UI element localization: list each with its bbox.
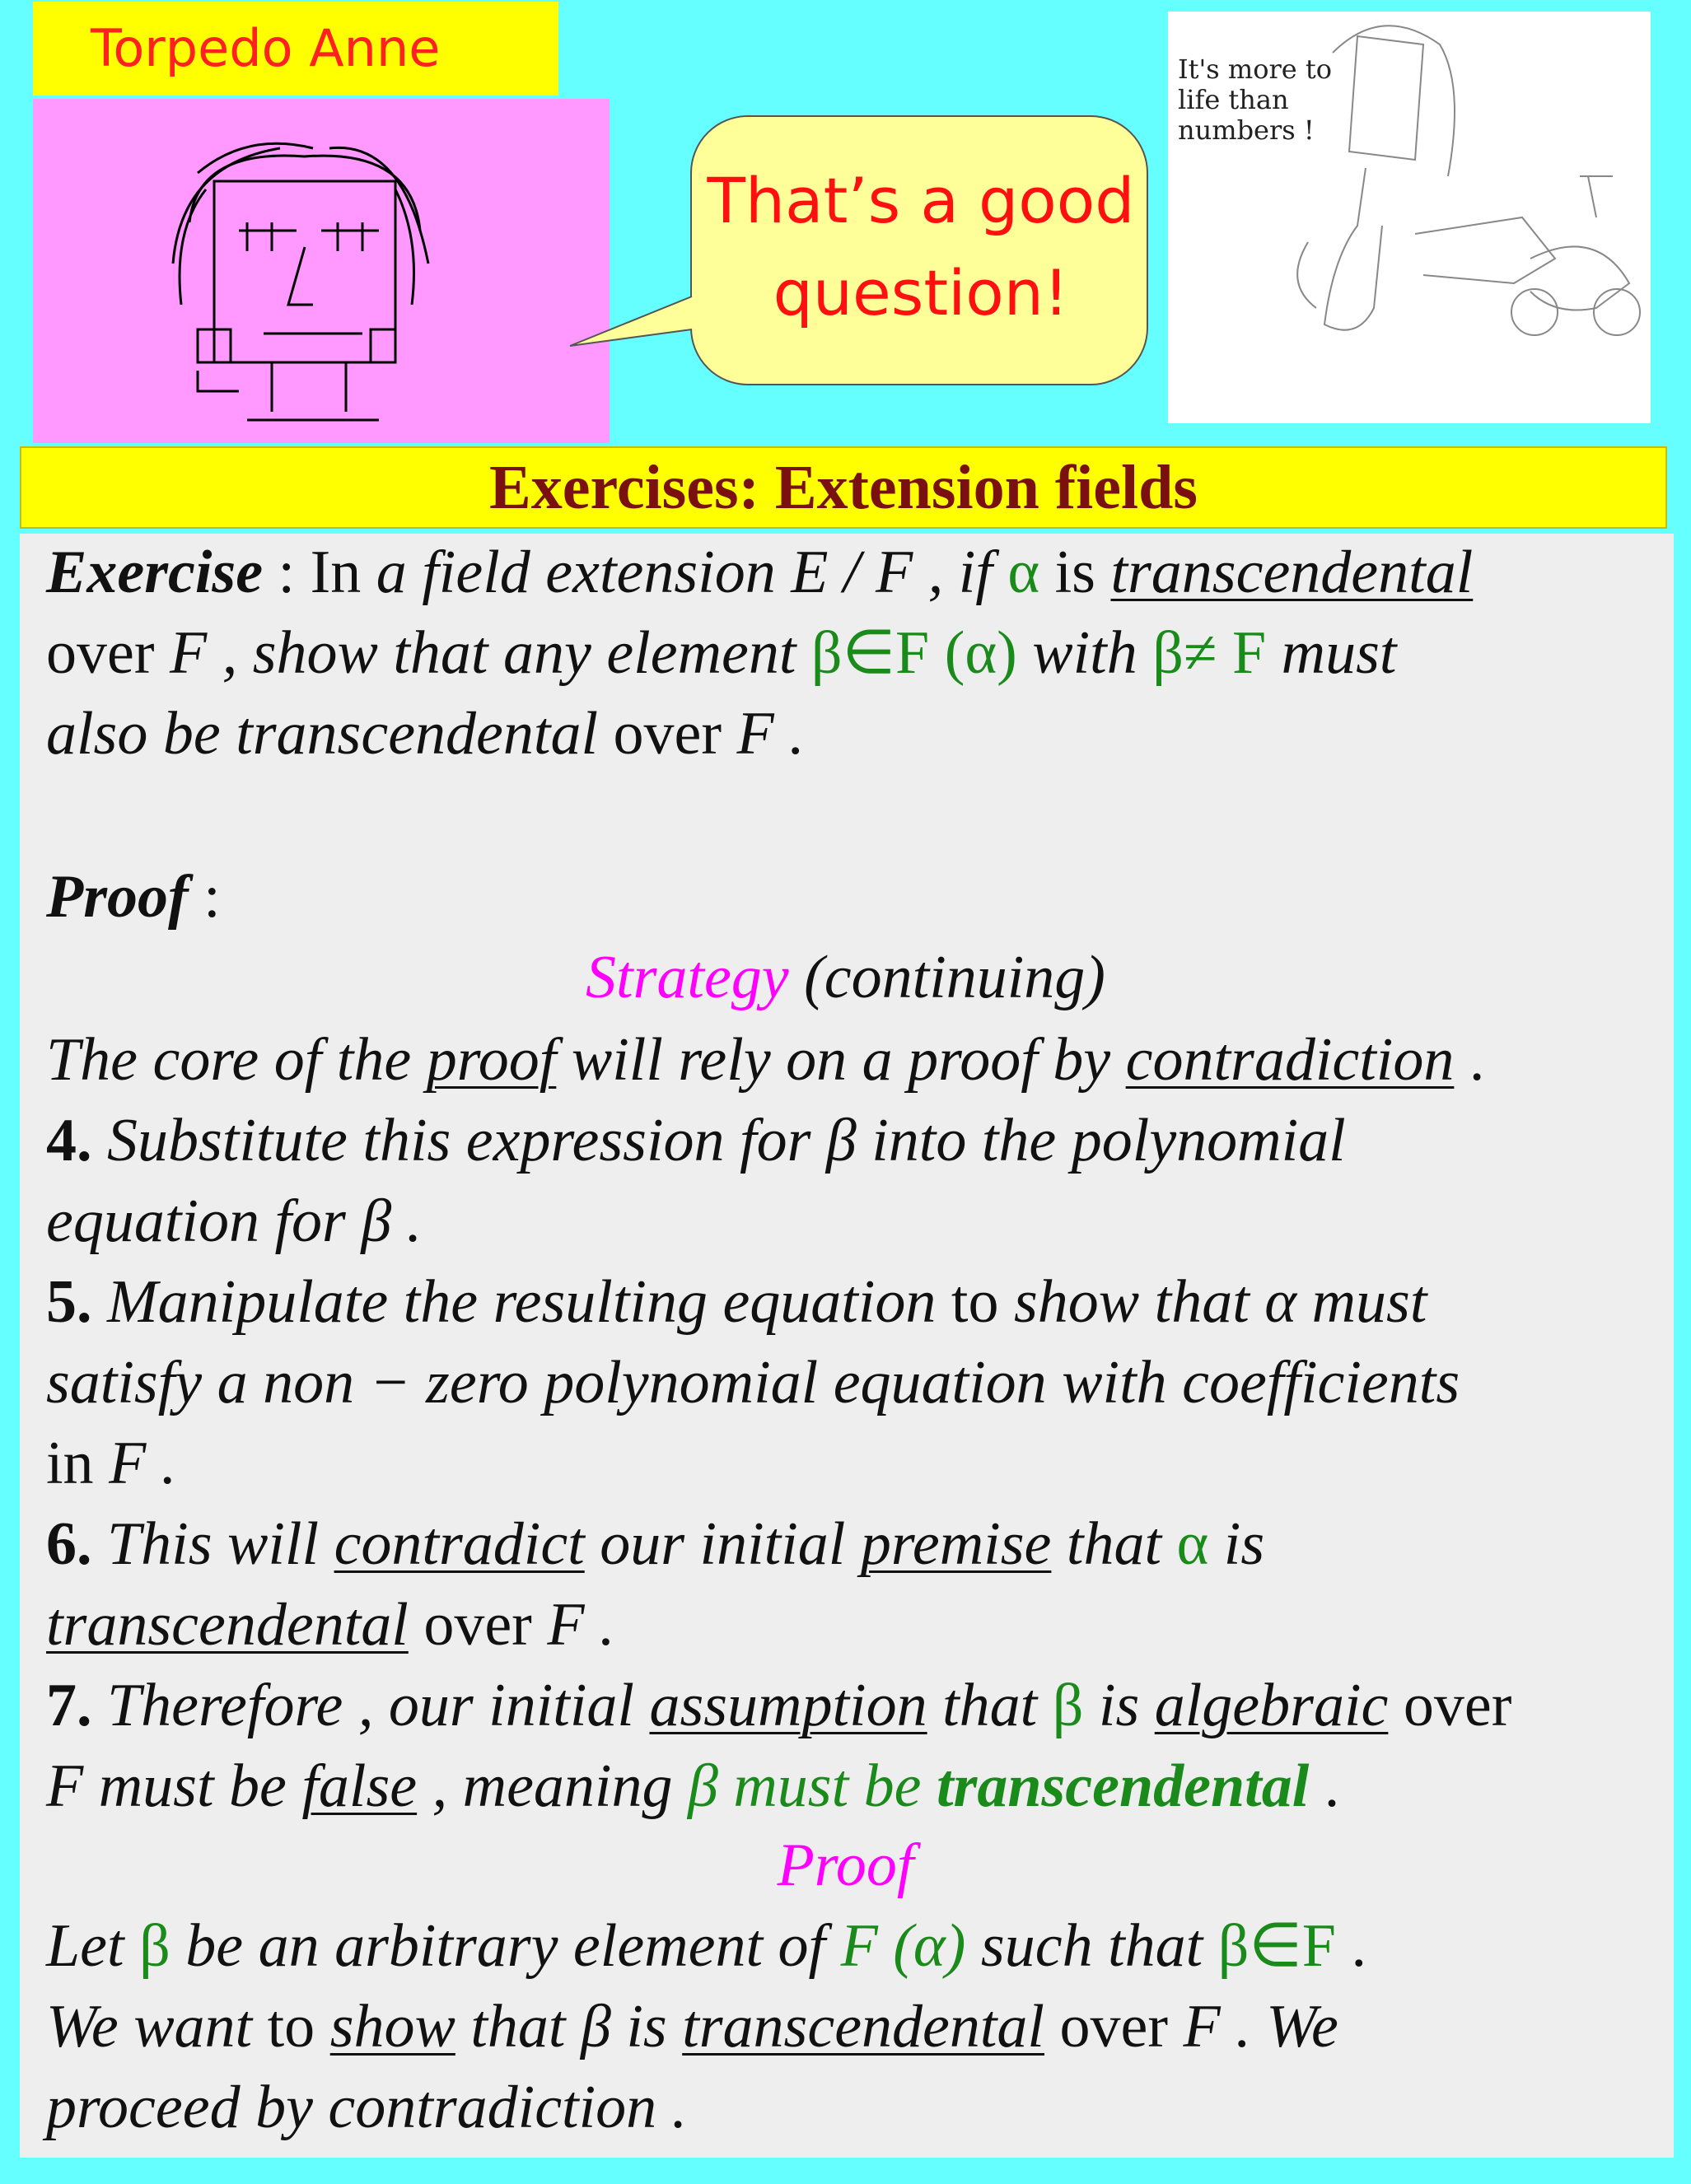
text: must	[1266, 619, 1397, 687]
text: over	[1388, 1672, 1512, 1739]
underlined-term: transcendental	[682, 1993, 1044, 2060]
beta-symbol: β	[139, 1912, 171, 1980]
proof-line-2	[46, 1990, 1338, 2064]
text: is	[1039, 539, 1111, 606]
text: that β is	[455, 1993, 683, 2060]
math-expression: β≠ F	[1152, 619, 1267, 687]
proof-heading: Proof	[46, 863, 189, 931]
math-expression: β∈F	[1217, 1912, 1336, 1980]
text: to	[252, 1993, 330, 2060]
bubble-line-1: That’s a good	[707, 164, 1135, 237]
text: to	[936, 1268, 1014, 1336]
text: satisfy a non − zero polynomial equation with coefficients	[46, 1349, 1460, 1416]
sketch-caption	[1178, 54, 1376, 146]
sketch-caption-line-1: It's more to	[1178, 54, 1333, 85]
beta-symbol: β	[1052, 1672, 1084, 1739]
underlined-term: premise	[860, 1510, 1052, 1578]
text: .	[1309, 1752, 1340, 1820]
step-7-line-2	[46, 1749, 1339, 1823]
alpha-symbol: α	[1176, 1510, 1209, 1578]
text: also be transcendental	[46, 700, 599, 768]
text: over	[408, 1591, 548, 1659]
text: F , show that any element	[170, 619, 811, 687]
text: over	[46, 619, 170, 687]
underlined-term: false	[301, 1752, 418, 1820]
bubble-line-2: question!	[773, 256, 1069, 329]
math-expression: F (α)	[840, 1912, 966, 1980]
text: that	[927, 1672, 1053, 1739]
text: F .	[109, 1430, 177, 1497]
text: that	[1051, 1510, 1177, 1578]
text: will rely on a proof by	[556, 1026, 1126, 1094]
underlined-term: show	[329, 1993, 455, 2060]
step-4-line-2	[46, 1184, 422, 1258]
bubble-tail-icon	[568, 296, 700, 354]
text: F must be	[46, 1752, 302, 1820]
text: equation for β .	[46, 1188, 423, 1255]
text: a field extension E / F , if	[376, 539, 1008, 606]
text: .	[1335, 1912, 1366, 1980]
step-number: 6.	[46, 1510, 92, 1578]
step-5-line-2	[46, 1346, 1460, 1420]
text: , meaning	[417, 1752, 688, 1820]
text: F .	[736, 700, 805, 768]
underlined-term: contradict	[334, 1510, 585, 1578]
step-number: 5.	[46, 1268, 92, 1336]
name-label: Torpedo Anne	[33, 2, 558, 96]
underlined-term: assumption	[649, 1672, 927, 1739]
proof-label-line	[0, 1828, 1691, 1902]
step-number: 7.	[46, 1672, 92, 1739]
text: over	[598, 700, 737, 768]
proof-label: Proof	[777, 1832, 914, 1899]
text: We want	[46, 1993, 253, 2060]
text: Substitute this expression for β into the polynomial	[91, 1107, 1346, 1174]
proof-line-1	[46, 1909, 1366, 1983]
step-4-line-1	[46, 1104, 1346, 1178]
text: with	[1016, 619, 1153, 687]
exercise-label: Exercise	[46, 539, 264, 606]
text: be an arbitrary element of	[170, 1912, 841, 1980]
text: proceed by contradiction .	[46, 2074, 688, 2141]
underlined-term: algebraic	[1154, 1672, 1389, 1739]
text: over	[1044, 1993, 1184, 2060]
text: :	[188, 863, 221, 931]
text: .	[1454, 1026, 1485, 1094]
speech-bubble-text	[692, 155, 1150, 339]
alpha-symbol: α	[1007, 539, 1040, 606]
text: F .	[547, 1591, 615, 1659]
text: This will	[91, 1510, 334, 1578]
step-6-line-2	[46, 1588, 615, 1662]
text: such that	[965, 1912, 1218, 1980]
step-7-line-1	[46, 1668, 1511, 1743]
step-number: 4.	[46, 1107, 92, 1174]
doodle-face-icon	[33, 99, 610, 443]
text: is	[1083, 1672, 1155, 1739]
underlined-term: proof	[426, 1026, 557, 1094]
text: is	[1208, 1510, 1265, 1578]
underlined-term: transcendental	[1110, 539, 1474, 606]
core-line	[46, 1023, 1484, 1097]
text: Therefore , our initial	[91, 1672, 650, 1739]
green-text: β must be	[687, 1752, 937, 1820]
text: Manipulate the resulting equation	[91, 1268, 937, 1336]
text: show that α must	[1013, 1268, 1427, 1336]
strategy-heading	[0, 940, 1691, 1015]
emphasized-term: transcendental	[936, 1752, 1310, 1820]
text: Let	[46, 1912, 140, 1980]
strategy-label: Strategy	[586, 944, 789, 1011]
text: in	[46, 1430, 110, 1497]
text: The core of the	[46, 1026, 427, 1094]
step-5-line-1	[46, 1265, 1427, 1339]
underlined-term: transcendental	[46, 1591, 409, 1659]
text: (continuing)	[788, 944, 1105, 1011]
text: our initial	[584, 1510, 861, 1578]
step-6-line-1	[46, 1507, 1264, 1581]
page-title: Exercises: Extension fields	[20, 446, 1667, 529]
sketch-caption-line-2: life than	[1178, 84, 1289, 115]
text: : In	[263, 539, 376, 606]
math-expression: β∈F (α)	[810, 619, 1017, 687]
cartoon-panel	[33, 99, 610, 443]
exercise-line-3	[46, 697, 805, 771]
text: F . We	[1183, 1993, 1338, 2060]
proof-line-3	[46, 2070, 687, 2144]
exercise-line-2	[46, 616, 1396, 690]
underlined-term: contradiction	[1125, 1026, 1455, 1094]
proof-heading-line	[46, 860, 221, 934]
sketch-caption-line-3: numbers !	[1178, 114, 1315, 146]
step-5-line-3	[46, 1426, 176, 1500]
exercise-line-1	[46, 535, 1473, 609]
